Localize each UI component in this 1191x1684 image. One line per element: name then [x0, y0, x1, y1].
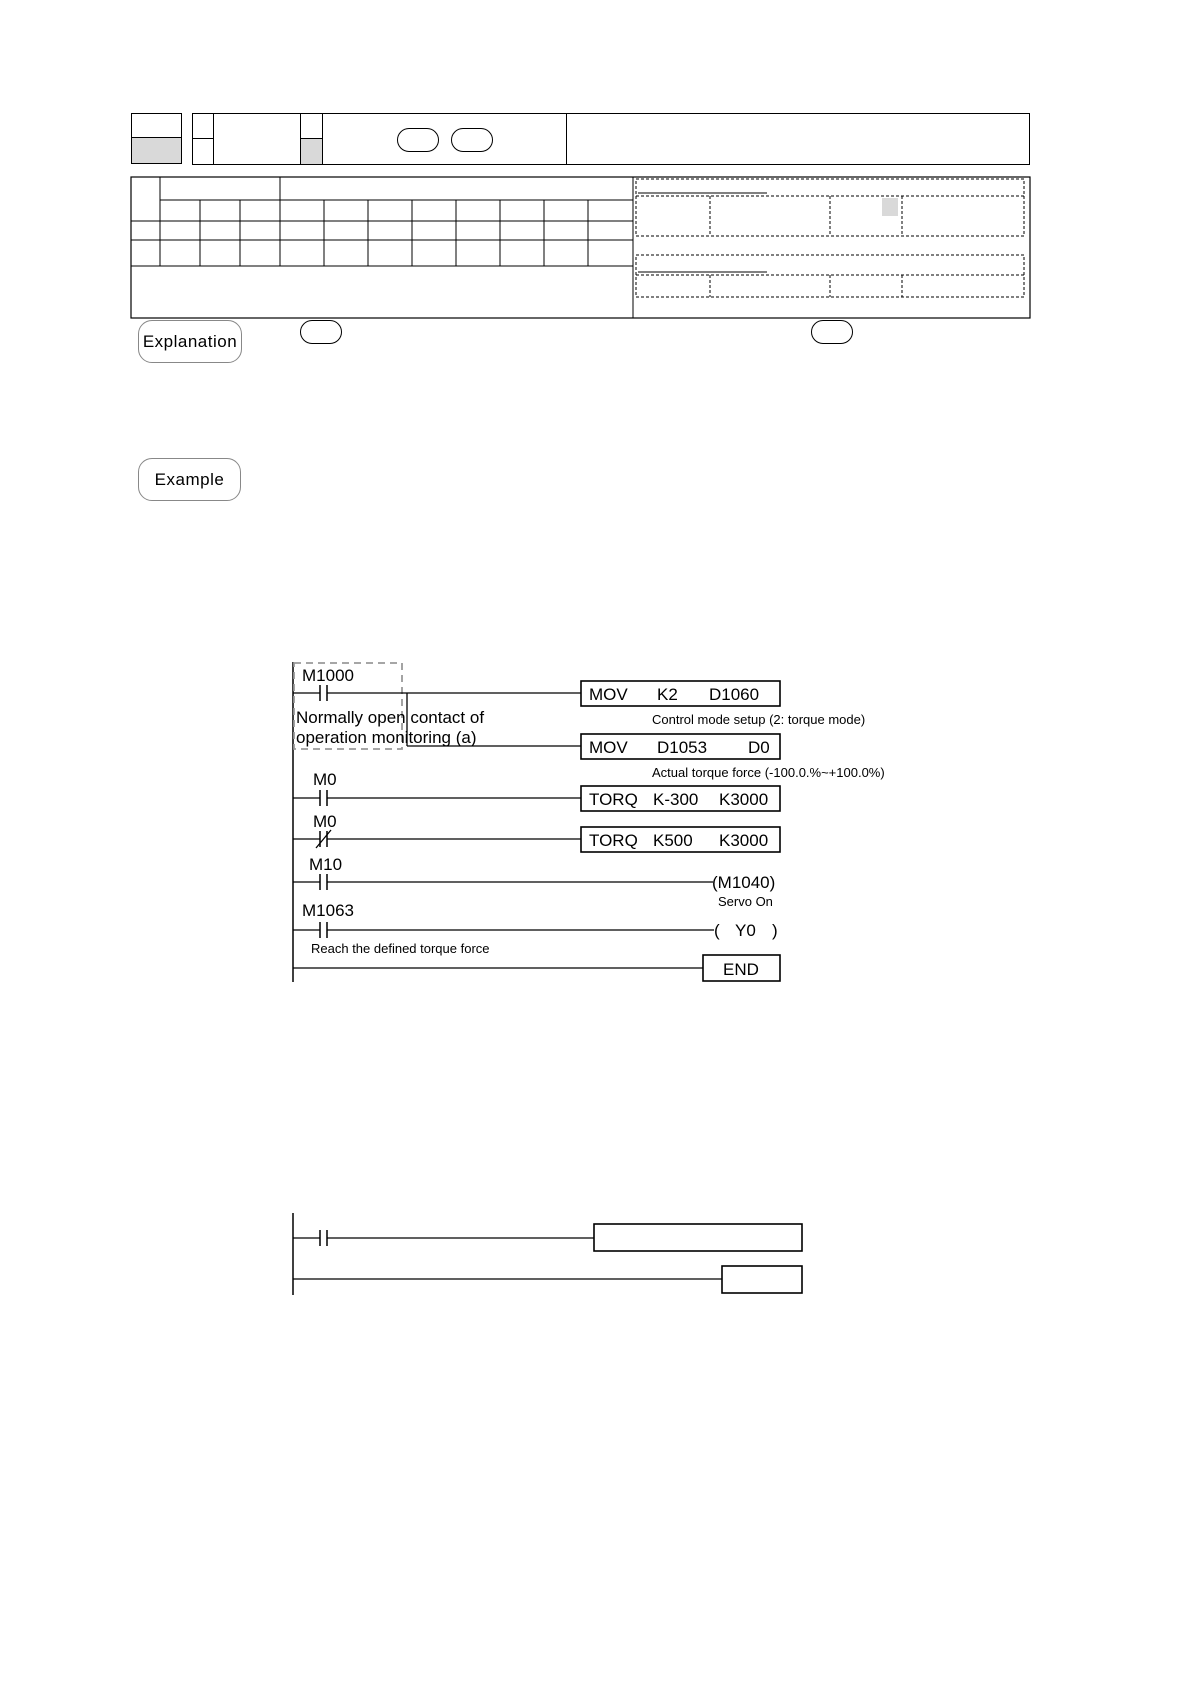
instruction-box-empty — [594, 1224, 802, 1251]
svg-text:K-300: K-300 — [653, 790, 699, 809]
coil-close: ) — [772, 921, 778, 940]
header-divider — [213, 113, 214, 165]
rung-m1000 — [293, 663, 885, 780]
rung-m10 — [293, 855, 775, 909]
coil-y0: Y0 — [735, 921, 756, 940]
contact-label: M10 — [309, 855, 343, 874]
svg-text:MOV: MOV — [589, 738, 628, 757]
contact-label: M0 — [313, 812, 337, 831]
svg-text:D1053: D1053 — [657, 738, 708, 757]
contact-label: M0 — [313, 770, 337, 789]
example-label: Example — [138, 458, 241, 501]
rung-m0-closed — [293, 812, 780, 852]
ladder-diagram — [280, 650, 940, 995]
callout-text: Normally open contact of — [296, 708, 485, 727]
api-number-cell — [131, 113, 182, 138]
contact-label: M1000 — [302, 666, 354, 685]
api-number-cell-shaded — [131, 137, 182, 164]
svg-text:TORQ: TORQ — [589, 790, 638, 809]
header-shaded-cell — [301, 139, 322, 164]
rung-end — [293, 955, 780, 981]
svg-text:K2: K2 — [657, 685, 678, 704]
svg-text:D1060: D1060 — [709, 685, 760, 704]
callout-text: operation monitoring (a) — [296, 728, 477, 747]
svg-text:K3000: K3000 — [719, 790, 769, 809]
header-divider — [322, 113, 323, 165]
annotation: Control mode setup (2: torque mode) — [652, 712, 866, 727]
coil-open: ( — [714, 921, 720, 940]
svg-text:END: END — [723, 960, 759, 979]
operand-table — [130, 176, 1032, 320]
explanation-label: Explanation — [138, 320, 242, 363]
pulse-symbol-oval — [300, 320, 342, 344]
ladder-diagram-2 — [280, 1205, 820, 1300]
coil-m1040: (M1040) — [712, 873, 776, 892]
annotation: Actual torque force (-100.0.%~+100.0%) — [652, 765, 885, 780]
rung-m1063 — [293, 901, 778, 956]
svg-text:MOV: MOV — [589, 685, 628, 704]
annotation: Reach the defined torque force — [311, 941, 490, 956]
contact-label: M1063 — [302, 901, 354, 920]
pulse-symbol-oval — [397, 128, 439, 152]
svg-text:K500: K500 — [653, 831, 693, 850]
annotation: Servo On — [718, 894, 773, 909]
pulse-symbol-oval — [451, 128, 493, 152]
svg-text:TORQ: TORQ — [589, 831, 638, 850]
end-box-empty — [722, 1266, 802, 1293]
header-divider — [566, 113, 567, 165]
svg-text:K3000: K3000 — [719, 831, 769, 850]
svg-text:D0: D0 — [748, 738, 770, 757]
pulse-symbol-oval — [811, 320, 853, 344]
header-divider — [192, 138, 213, 139]
